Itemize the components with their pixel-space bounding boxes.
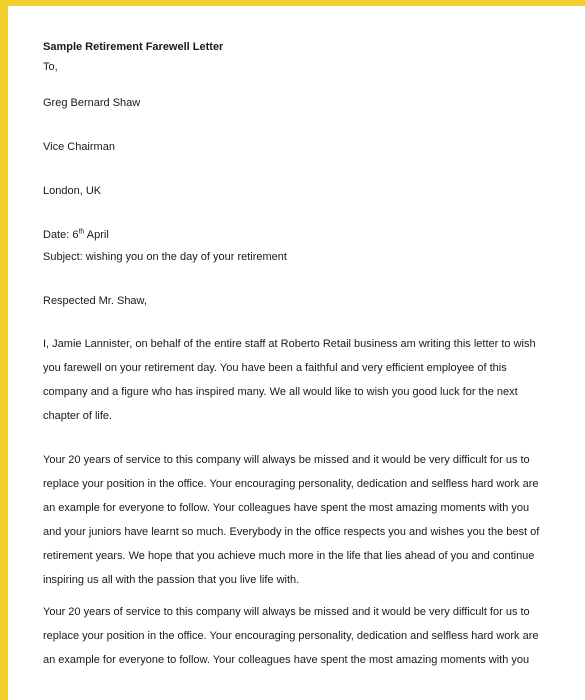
paragraph-1: I, Jamie Lannister, on behalf of the entire staff at Roberto Retail business am writing this letter to wish you farewell on your retirement day. You have been a faithful and very efficient employee of this company and a figure who has inspired many. We all would like to wish you good luck for the next chapter of life. xyxy=(43,338,536,422)
date-suffix: th xyxy=(78,228,85,236)
letter-body xyxy=(43,40,543,672)
date-line xyxy=(43,228,543,242)
recipient-location: London, UK xyxy=(43,185,102,197)
subject-line: Subject: wishing you on the day of your retirement xyxy=(43,251,287,263)
salutation: Respected Mr. Shaw, xyxy=(43,295,147,307)
to-line: To, xyxy=(43,61,58,73)
paragraph-3: Your 20 years of service to this company will always be missed and it would be very difficult for us to replace your position in the office. Your encouraging personality, dedication and selfless hard work are an example for everyone to follow. Your colleagues have spent the most amazing moments with you xyxy=(43,606,539,666)
recipient-title: Vice Chairman xyxy=(43,141,115,153)
document-page xyxy=(8,6,585,700)
recipient-name: Greg Bernard Shaw xyxy=(43,97,141,109)
paragraph-2: Your 20 years of service to this company will always be missed and it would be very difficult for us to replace your position in the office. Your encouraging personality, dedication and selfless hard work are an example for everyone to follow. Your colleagues have spent the most amazing moments with you and your juniors have learnt so much. Everybody in the office respects you and wishes you the best of retirement years. We hope that you achieve much more in the life that lies ahead of you and continue inspiring us all with the passion that you live life with. xyxy=(43,454,540,586)
date-label: Date: 6 xyxy=(43,229,79,241)
letter-title: Sample Retirement Farewell Letter xyxy=(43,41,224,53)
date-month: April xyxy=(84,229,109,241)
